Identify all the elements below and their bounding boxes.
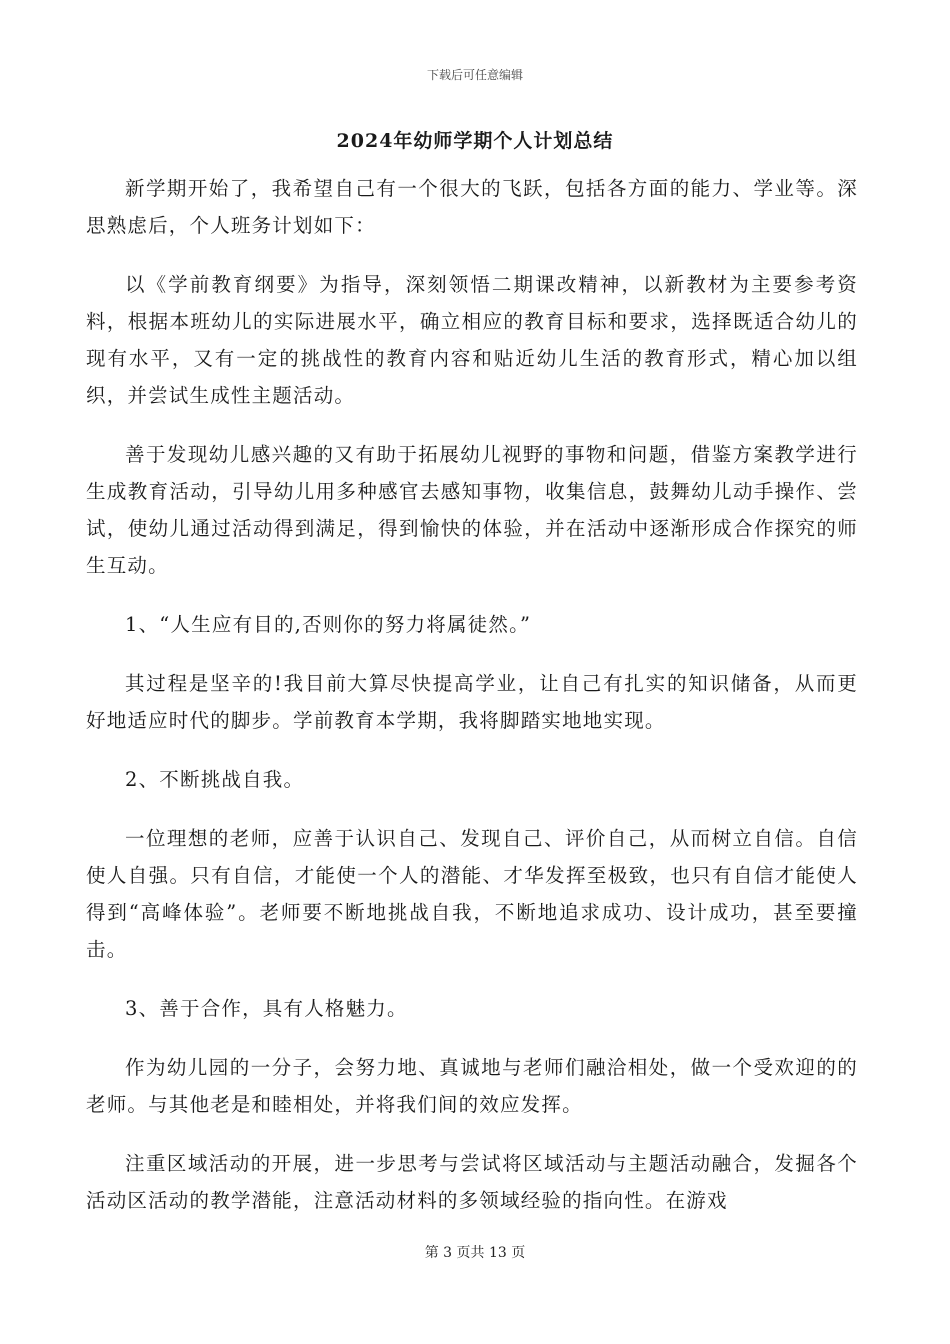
page-header: 下载后可任意编辑 (426, 68, 523, 82)
paragraph-item-3: 作为幼儿园的一分子，会努力地、真诚地与老师们融洽相处，做一个受欢迎的的老师。与其他老是和睦相处，并将我们间的效应发挥。 (86, 1056, 858, 1116)
heading-item-3: 3、善于合作，具有人格魅力。 (125, 997, 408, 1020)
heading-item-1: 1、“人生应有目的,否则你的努力将属徒然。” (125, 613, 532, 636)
paragraph-intro: 新学期开始了，我希望自己有一个很大的飞跃，包括各方面的能力、学业等。深思熟虑后，个人班务计划如下： (86, 177, 858, 237)
document-title: 2024年幼师学期个人计划总结 (336, 130, 614, 152)
paragraph-guideline: 以《学前教育纲要》为指导，深刻领悟二期课改精神，以新教材为主要参考资料，根据本班幼儿的实际进展水平，确立相应的教育目标和要求，选择既适合幼儿的现有水平，又有一定的挑战性的教育内容和贴近幼儿生活的教育形式，精心加以组织，并尝试生成性主题活动。 (86, 273, 858, 407)
paragraph-item-1: 其过程是坚辛的!我目前大算尽快提高学业，让自己有扎实的知识储备，从而更好地适应时代的脚步。学前教育本学期，我将脚踏实地地实现。 (86, 672, 858, 732)
paragraph-region-activity: 注重区域活动的开展，进一步思考与尝试将区域活动与主题活动融合，发掘各个活动区活动的教学潜能，注意活动材料的多领域经验的指向性。在游戏 (86, 1152, 858, 1212)
heading-item-2: 2、不断挑战自我。 (125, 768, 305, 791)
document-body (86, 170, 858, 1241)
page-footer: 第 3 页共 13 页 (424, 1245, 526, 1261)
paragraph-item-2: 一位理想的老师，应善于认识自己、发现自己、评价自己，从而树立自信。自信使人自强。只有自信，才能使一个人的潜能、才华发挥至极致，也只有自信才能使人得到“高峰体验”。老师要不断地挑战自我，不断地追求成功、设计成功，甚至要撞击。 (86, 827, 858, 961)
paragraph-discovery: 善于发现幼儿感兴趣的又有助于拓展幼儿视野的事物和问题，借鉴方案教学进行生成教育活动，引导幼儿用多种感官去感知事物，收集信息，鼓舞幼儿动手操作、尝试，使幼儿通过活动得到满足，得到愉快的体验，并在活动中逐渐形成合作探究的师生互动。 (86, 443, 858, 577)
